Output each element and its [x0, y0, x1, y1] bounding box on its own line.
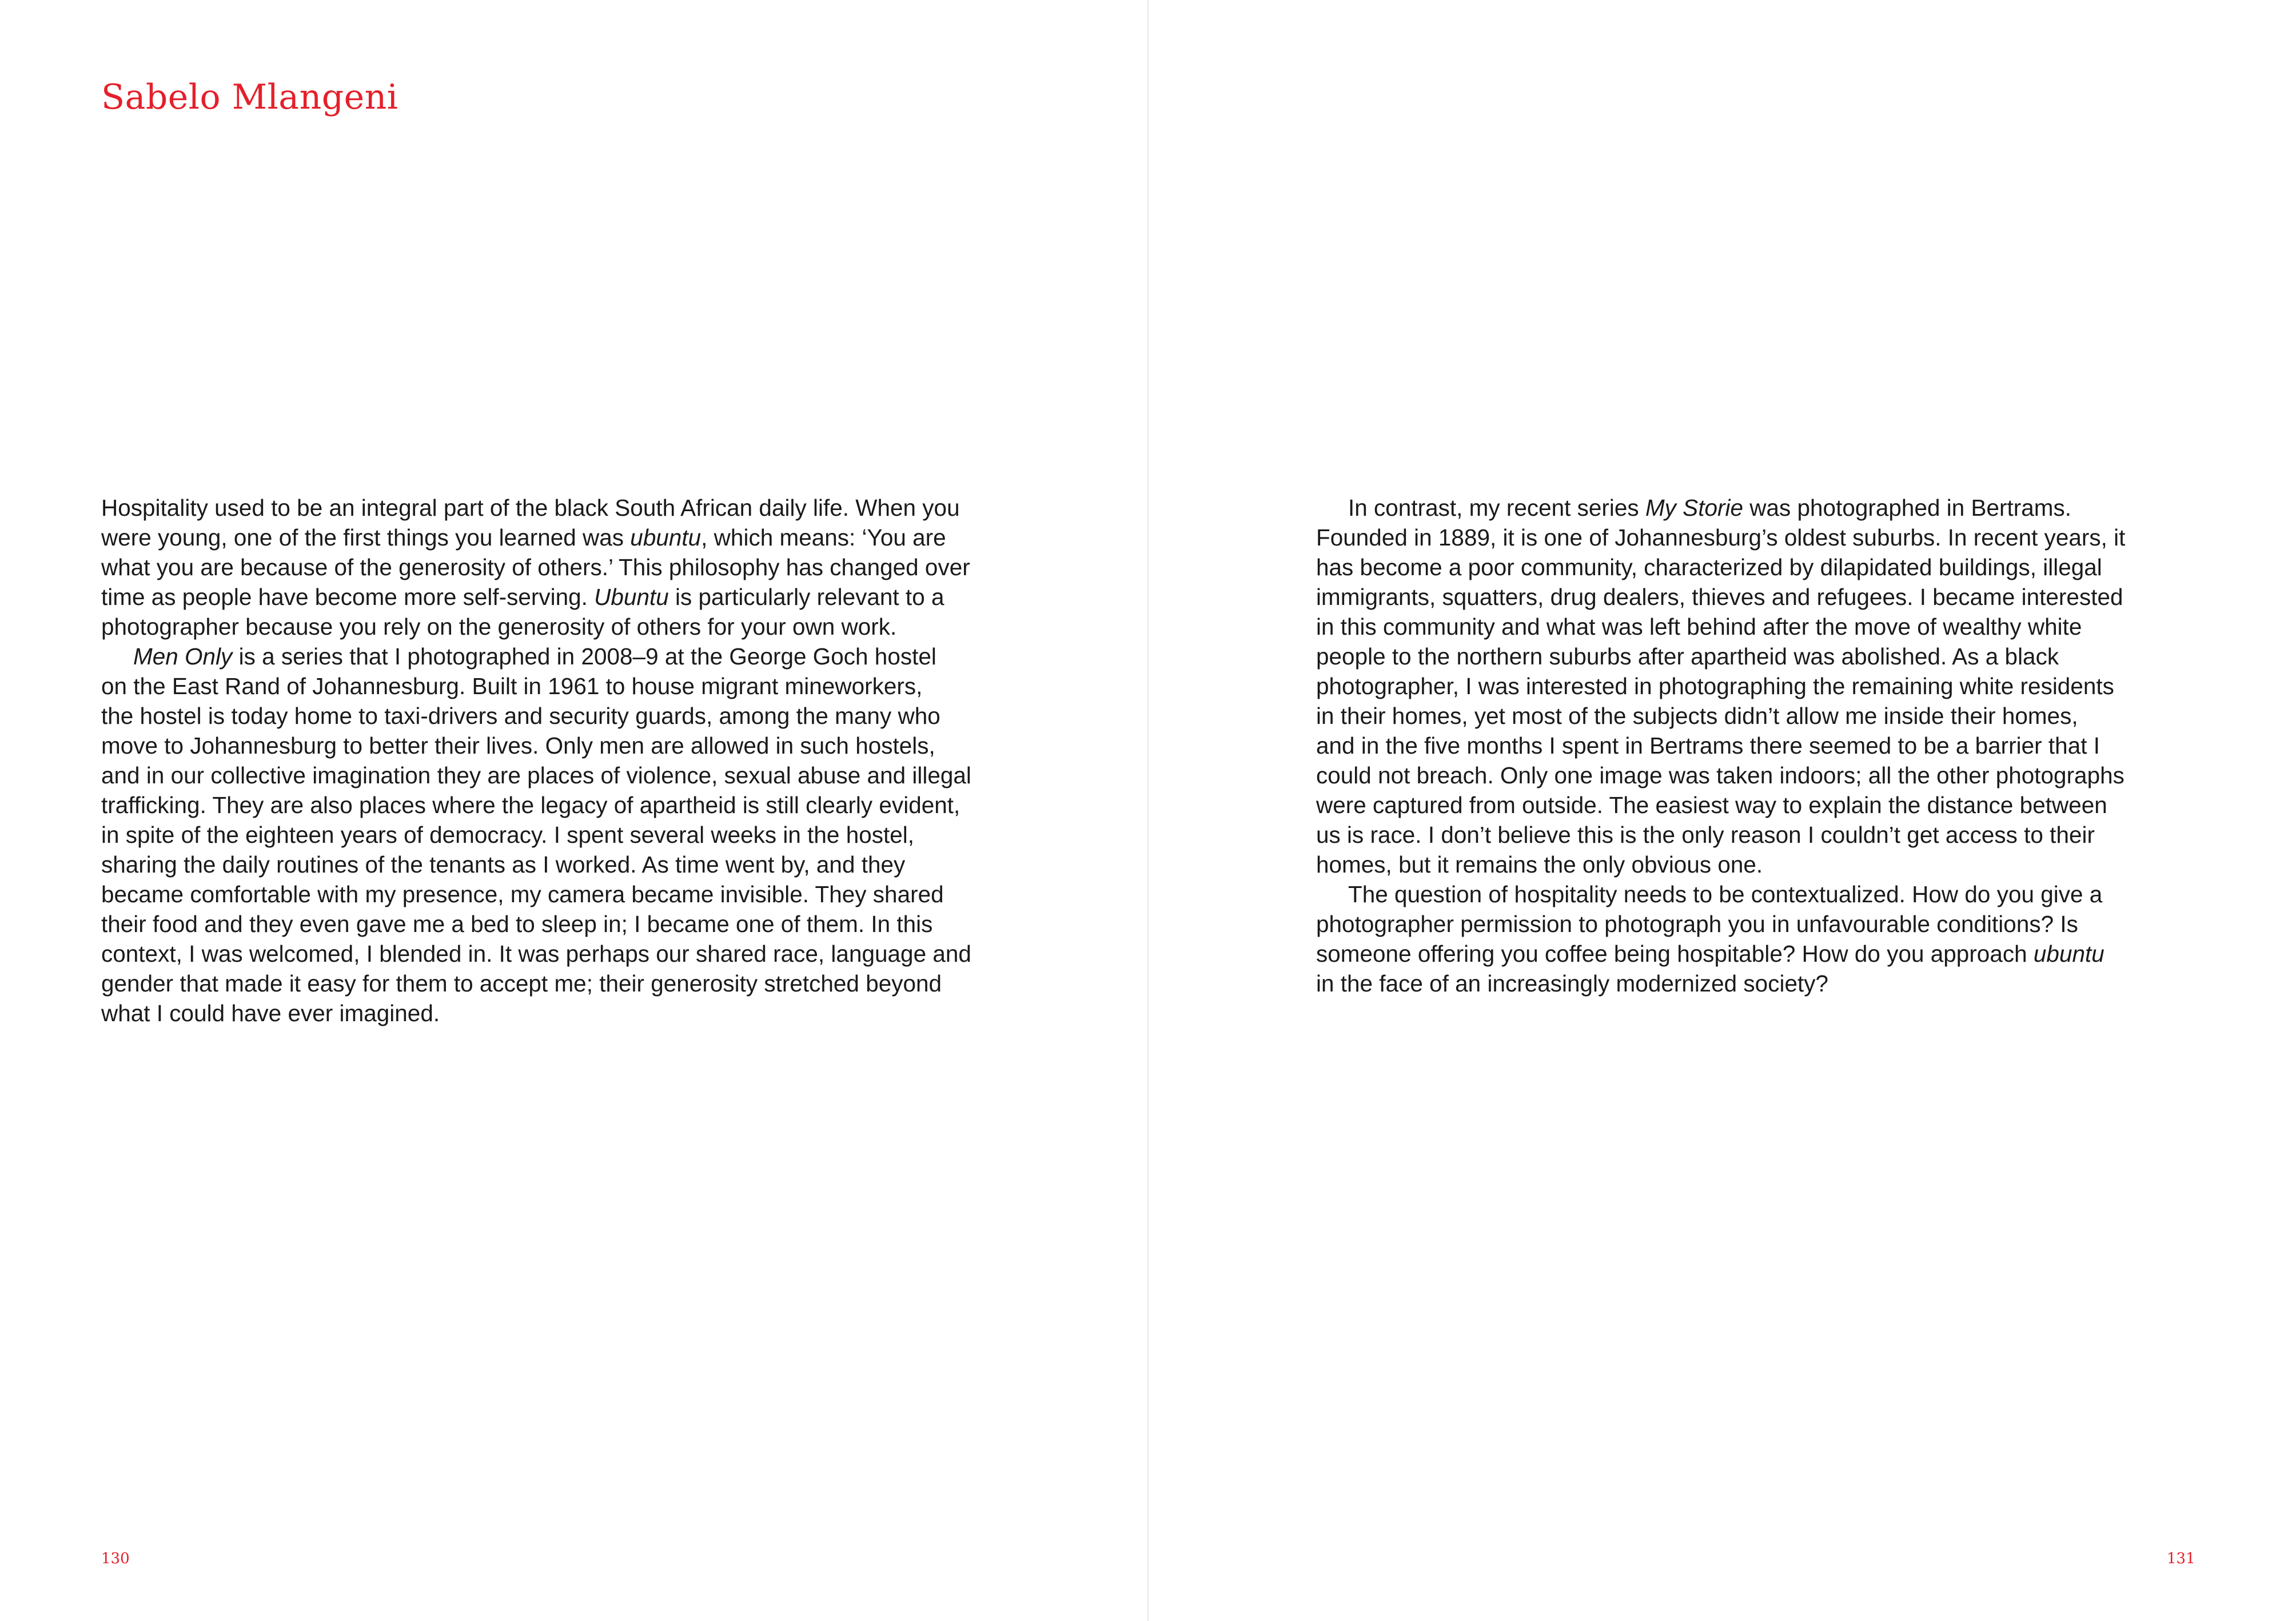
text-line	[1316, 701, 2231, 731]
text-line	[101, 790, 1016, 820]
text-run: in the face of an increasingly modernized society?	[1316, 970, 1829, 997]
text-run: in their homes, yet most of the subjects didn’t allow me inside their homes,	[1316, 703, 2078, 729]
text-run: in spite of the eighteen years of democracy. I spent several weeks in the hostel,	[101, 822, 915, 848]
text-line	[101, 582, 1016, 612]
page-number-left: 130	[101, 1550, 130, 1567]
text-run: was photographed in Bertrams.	[1743, 495, 2072, 521]
text-run: trafficking. They are also places where the legacy of apartheid is still clearly evident,	[101, 792, 960, 818]
text-line	[1316, 671, 2231, 701]
left-paragraph-2	[101, 642, 1016, 1028]
left-paragraph-1	[101, 493, 1016, 642]
text-run: is a series that I photographed in 2008–9 at the George Goch hostel	[232, 643, 936, 670]
text-line	[1316, 909, 2231, 939]
text-line	[101, 879, 1016, 909]
text-run: on the East Rand of Johannesburg. Built in 1961 to house migrant mineworkers,	[101, 673, 923, 699]
text-run: context, I was welcomed, I blended in. It was perhaps our shared race, language and	[101, 941, 971, 967]
text-run: immigrants, squatters, drug dealers, thieves and refugees. I became interested	[1316, 584, 2123, 610]
left-body-text	[101, 493, 1016, 1028]
text-run: , which means: ‘You are	[701, 524, 946, 551]
text-run: photographer, I was interested in photographing the remaining white residents	[1316, 673, 2114, 699]
text-run: could not breach. Only one image was taken indoors; all the other photographs	[1316, 762, 2124, 788]
text-line	[1316, 790, 2231, 820]
page-number-right: 131	[2167, 1550, 2195, 1567]
text-line	[101, 939, 1016, 969]
text-line	[101, 493, 1016, 523]
text-run: has become a poor community, characterized by dilapidated buildings, illegal	[1316, 554, 2102, 580]
text-line	[101, 760, 1016, 790]
text-run: time as people have become more self-serving.	[101, 584, 595, 610]
text-run: and in our collective imagination they are places of violence, sexual abuse and illegal	[101, 762, 971, 788]
text-line	[1316, 523, 2231, 552]
text-line	[101, 909, 1016, 939]
text-run: their food and they even gave me a bed to sleep in; I became one of them. In this	[101, 911, 933, 937]
text-run: Hospitality used to be an integral part of the black South African daily life. When you	[101, 495, 960, 521]
text-run: In contrast, my recent series	[1348, 495, 1645, 521]
text-line	[101, 642, 1016, 671]
text-line	[101, 523, 1016, 552]
italic-title-run: ubuntu	[630, 524, 701, 551]
text-line	[1316, 939, 2231, 969]
italic-title-run: ubuntu	[2033, 941, 2104, 967]
essay-title: Sabelo Mlangeni	[101, 77, 398, 117]
text-run: is particularly relevant to a	[668, 584, 944, 610]
text-line	[1316, 969, 2231, 998]
italic-title-run: Ubuntu	[594, 584, 669, 610]
text-run: people to the northern suburbs after apartheid was abolished. As a black	[1316, 643, 2059, 670]
text-run: The question of hospitality needs to be contextualized. How do you give a	[1348, 881, 2103, 907]
text-line	[1316, 820, 2231, 850]
text-line	[1316, 642, 2231, 671]
right-paragraph-2	[1316, 879, 2231, 998]
text-run: were young, one of the first things you learned was	[101, 524, 631, 551]
text-line	[101, 998, 1016, 1028]
text-line	[101, 671, 1016, 701]
text-line	[101, 820, 1016, 850]
text-line	[1316, 760, 2231, 790]
italic-title-run: My Storie	[1645, 495, 1743, 521]
text-run: and in the five months I spent in Bertrams there seemed to be a barrier that I	[1316, 732, 2100, 759]
text-line	[101, 850, 1016, 879]
text-run: homes, but it remains the only obvious one.	[1316, 851, 1763, 878]
text-run: sharing the daily routines of the tenants as I worked. As time went by, and they	[101, 851, 906, 878]
text-run: photographer permission to photograph you in unfavourable conditions? Is	[1316, 911, 2078, 937]
text-line	[101, 731, 1016, 760]
text-line	[1316, 850, 2231, 879]
text-line	[101, 969, 1016, 998]
text-run: what you are because of the generosity of others.’ This philosophy has changed over	[101, 554, 970, 580]
text-run: move to Johannesburg to better their lives. Only men are allowed in such hostels,	[101, 732, 935, 759]
right-body-text	[1316, 493, 2231, 998]
text-line	[1316, 582, 2231, 612]
text-line	[101, 701, 1016, 731]
text-run: photographer because you rely on the generosity of others for your own work.	[101, 614, 897, 640]
text-line	[101, 552, 1016, 582]
text-line	[1316, 879, 2231, 909]
text-run: in this community and what was left behind after the move of wealthy white	[1316, 614, 2082, 640]
text-run: what I could have ever imagined.	[101, 1000, 440, 1026]
text-line	[101, 612, 1016, 642]
text-run: were captured from outside. The easiest way to explain the distance between	[1316, 792, 2107, 818]
text-line	[1316, 612, 2231, 642]
text-run: the hostel is today home to taxi-drivers and security guards, among the many who	[101, 703, 940, 729]
text-line	[1316, 731, 2231, 760]
text-line	[1316, 493, 2231, 523]
text-run: us is race. I don’t believe this is the only reason I couldn’t get access to their	[1316, 822, 2095, 848]
text-line	[1316, 552, 2231, 582]
italic-title-run: Men Only	[133, 643, 233, 670]
text-run: Founded in 1889, it is one of Johannesburg’s oldest suburbs. In recent years, it	[1316, 524, 2126, 551]
text-run: gender that made it easy for them to accept me; their generosity stretched beyond	[101, 970, 942, 997]
text-run: became comfortable with my presence, my camera became invisible. They shared	[101, 881, 944, 907]
text-run: someone offering you coffee being hospitable? How do you approach	[1316, 941, 2034, 967]
right-paragraph-1	[1316, 493, 2231, 879]
right-page	[1148, 0, 2296, 1621]
